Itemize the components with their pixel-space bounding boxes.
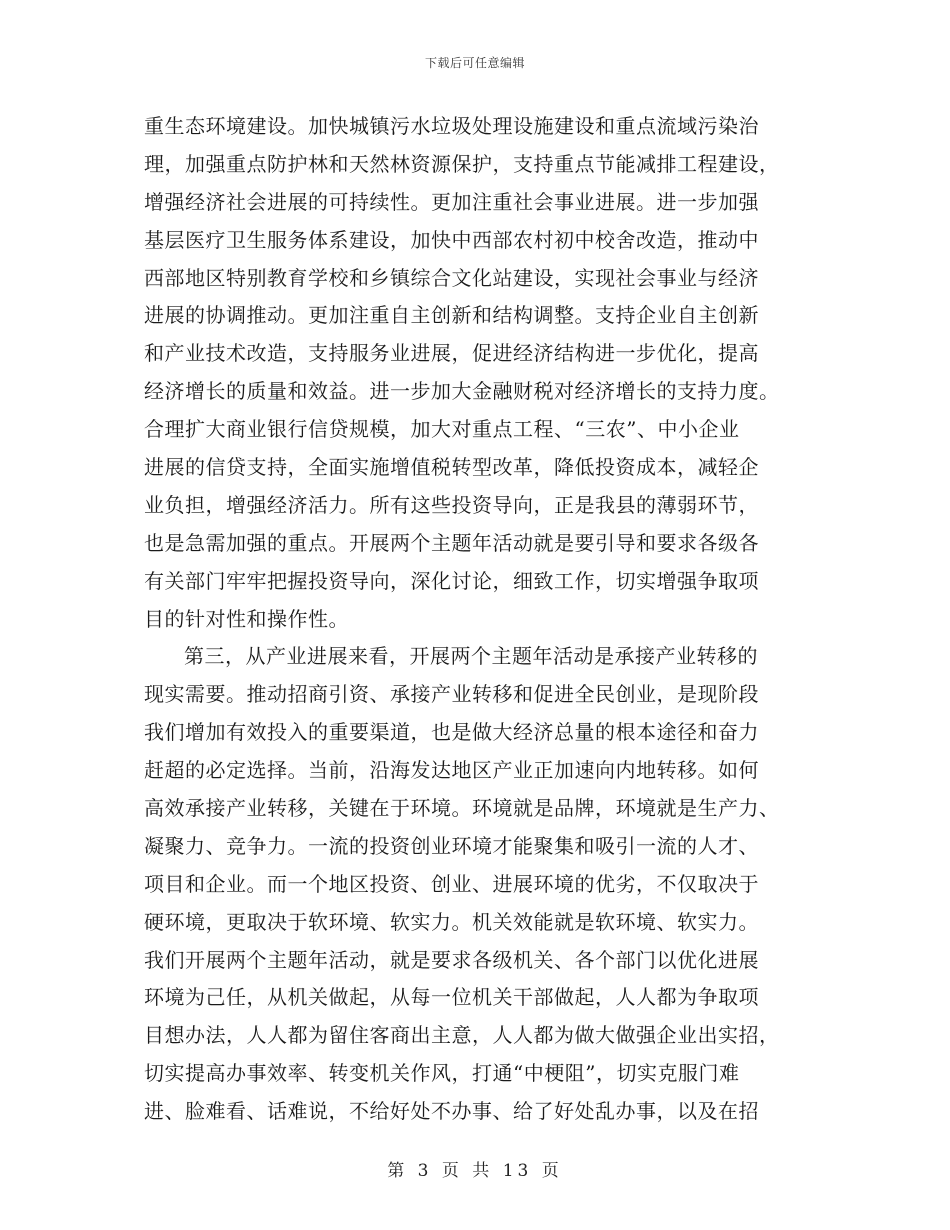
text-line: 环境为己任，从机关做起，从每一位机关干部做起，人人都为争取项 [144, 985, 759, 1010]
text-line: 目想办法，人人都为留住客商出主意，人人都为做大做强企业出实招， [144, 1023, 780, 1048]
text-line: 进、脸难看、话难说，不给好处不办事、给了好处乱办事，以及在招 [144, 1099, 759, 1124]
text-line: 西部地区特别教育学校和乡镇综合文化站建设，实现社会事业与经济 [144, 265, 759, 290]
text-line: 现实需要。推动招商引资、承接产业转移和促进全民创业，是现阶段 [144, 682, 759, 707]
text-line: 我们增加有效投入的重要渠道，也是做大经济总量的根本途径和奋力 [144, 720, 759, 745]
text-line: 高效承接产业转移，关键在于环境。环境就是品牌，环境就是生产力、 [144, 796, 780, 821]
text-line: 合理扩大商业银行信贷规模，加大对重点工程、“三农”、中小企业 [144, 417, 740, 442]
text-line: 增强经济社会进展的可持续性。更加注重社会事业进展。进一步加强 [144, 189, 759, 214]
text-line: 赶超的必定选择。当前，沿海发达地区产业正加速向内地转移。如何 [144, 758, 759, 783]
text-line: 凝聚力、竞争力。一流的投资创业环境才能聚集和吸引一流的人才、 [144, 833, 759, 858]
text-line: 切实提高办事效率、转变机关作风，打通“中梗阻”，切实克服门难 [144, 1061, 740, 1086]
text-line: 第三，从产业进展来看，开展两个主题年活动是承接产业转移的 [184, 644, 758, 669]
text-line: 有关部门牢牢把握投资导向，深化讨论，细致工作，切实增强争取项 [144, 568, 759, 593]
text-line: 基层医疗卫生服务体系建设，加快中西部农村初中校舍改造，推动中 [144, 227, 759, 252]
page-footer: 第 3 页 共 13 页 [387, 1161, 563, 1181]
page-header: 下载后可任意编辑 [424, 56, 525, 70]
paragraph [144, 108, 804, 638]
text-line: 也是急需加强的重点。开展两个主题年活动就是要引导和要求各级各 [144, 530, 759, 555]
text-line: 项目和企业。而一个地区投资、创业、进展环境的优劣，不仅取决于 [144, 871, 759, 896]
document-body [144, 108, 804, 1131]
text-line: 我们开展两个主题年活动，就是要求各级机关、各个部门以优化进展 [144, 947, 759, 972]
text-line: 业负担，增强经济活力。所有这些投资导向，正是我县的薄弱环节， [144, 492, 759, 517]
text-line: 目的针对性和操作性。 [144, 606, 349, 631]
text-line: 进展的信贷支持，全面实施增值税转型改革，降低投资成本，减轻企 [144, 455, 759, 480]
text-line: 和产业技术改造，支持服务业进展，促进经济结构进一步优化，提高 [144, 341, 759, 366]
text-line: 经济增长的质量和效益。进一步加大金融财税对经济增长的支持力度。 [144, 379, 780, 404]
text-line: 理，加强重点防护林和天然林资源保护，支持重点节能减排工程建设， [144, 151, 780, 176]
text-line: 硬环境，更取决于软环境、软实力。机关效能就是软环境、软实力。 [144, 909, 759, 934]
text-line: 进展的协调推动。更加注重自主创新和结构调整。支持企业自主创新 [144, 303, 759, 328]
text-line: 重生态环境建设。加快城镇污水垃圾处理设施建设和重点流域污染治 [144, 114, 759, 138]
paragraph [144, 638, 804, 1131]
